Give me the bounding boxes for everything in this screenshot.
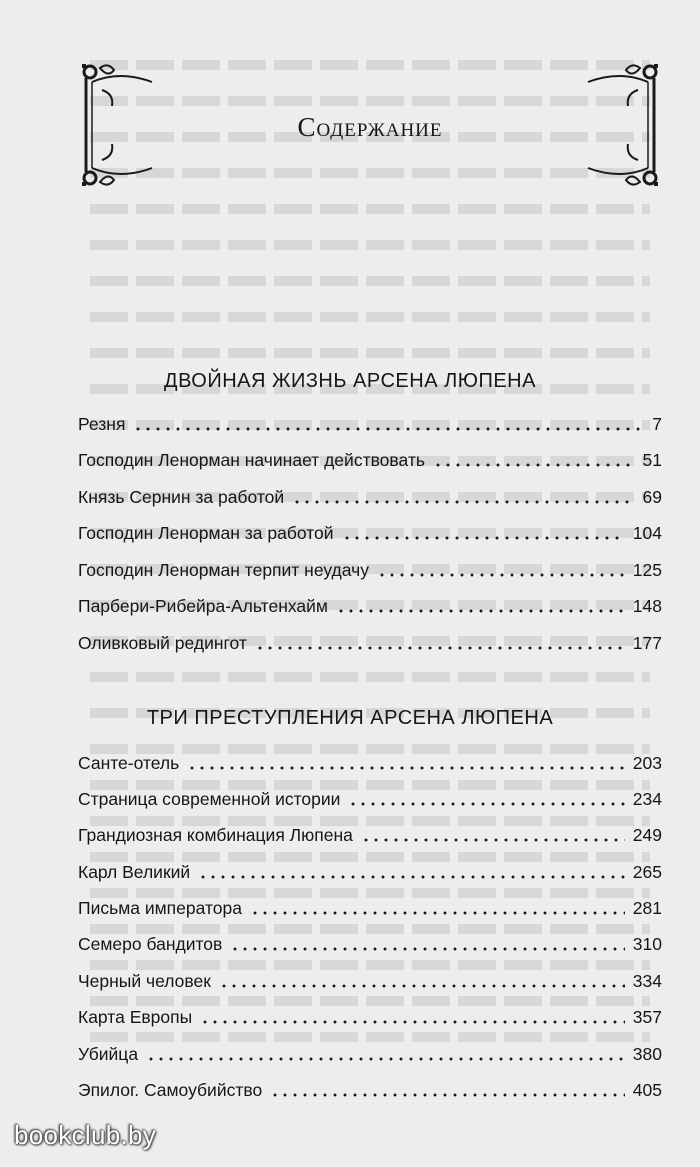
dot-leader [219,971,625,989]
dot-leader [270,1081,625,1099]
entry-title: Убийца [78,1043,139,1064]
entry-page: 7 [652,413,662,434]
toc-entry[interactable] [78,1006,662,1042]
toc-entry[interactable] [78,595,662,632]
toc-entry[interactable] [78,1079,662,1115]
toc-entry[interactable] [78,969,662,1005]
watermark-text: bookclub.by [14,1120,157,1150]
entry-page: 310 [632,934,662,955]
entry-title: Эпилог. Самоубийство [78,1080,263,1101]
entry-page: 334 [632,970,662,991]
toc-entry[interactable] [78,897,662,933]
dot-leader [198,862,625,880]
entry-page: 234 [632,788,662,809]
entry-page: 380 [632,1043,662,1064]
entry-title: Карта Европы [78,1007,193,1028]
dot-leader [133,414,640,432]
entry-page: 148 [632,596,662,616]
dot-leader [348,789,624,807]
toc-entry[interactable] [78,522,662,559]
toc-entry[interactable] [78,787,662,823]
section-heading: ТРИ ПРЕСТУПЛЕНИЯ АРСЕНА ЛЮПЕНА [146,707,554,729]
page-title: Содержание [297,112,443,142]
entry-page: 249 [632,825,662,846]
dot-leader [200,1008,625,1026]
entry-title: Резня [78,413,126,434]
dot-leader [255,633,625,651]
entry-page: 51 [642,450,662,470]
entry-title: Парбери-Рибейра-Альтенхайм [78,596,328,616]
dot-leader [250,899,625,917]
entry-title: Грандиозная комбинация Люпена [78,825,353,846]
toc-entry[interactable] [78,412,662,449]
dot-leader [230,935,624,953]
toc-entry[interactable] [78,933,662,969]
dot-leader [361,826,625,844]
entry-title: Князь Сернин за работой [78,486,285,507]
toc-entry[interactable] [78,1042,662,1078]
toc-list [78,412,662,668]
dot-leader [433,451,635,469]
entry-page: 125 [632,559,662,580]
entry-title: Письма императора [78,898,242,919]
entry-title: Оливковый редингот [78,632,247,653]
ornament-right-icon [582,60,660,190]
toc-entry[interactable] [78,485,662,522]
toc-header [80,60,660,200]
toc-list [78,751,662,1115]
dot-leader [187,753,625,771]
entry-page: 104 [632,523,662,543]
entry-page: 405 [632,1080,662,1101]
dot-leader [146,1044,625,1062]
entry-title: Господин Ленорман за работой [78,523,334,543]
entry-title: Господин Ленорман начинает действовать [78,450,425,470]
entry-page: 281 [632,898,662,919]
dot-leader [342,524,625,542]
entry-title: Карл Великий [78,861,191,882]
entry-page: 203 [632,752,662,773]
toc-entry[interactable] [78,751,662,787]
entry-title: Страница современной истории [78,788,341,809]
entry-page: 177 [632,632,662,653]
dot-leader [336,597,625,615]
entry-title: Семеро бандитов [78,934,223,955]
entry-title: Санте-отель [78,752,180,773]
toc-entry[interactable] [78,631,662,668]
section-heading: ДВОЙНАЯ ЖИЗНЬ АРСЕНА ЛЮПЕНА [164,370,536,392]
toc-entry[interactable] [78,558,662,595]
entry-page: 357 [632,1007,662,1028]
entry-page: 69 [642,486,662,507]
entry-page: 265 [632,861,662,882]
entry-title: Черный человек [78,970,211,991]
entry-title: Господин Ленорман терпит неудачу [78,559,369,580]
dot-leader [377,560,625,578]
toc-entry[interactable] [78,824,662,860]
toc-entry[interactable] [78,860,662,896]
toc-entry[interactable] [78,449,662,486]
dot-leader [292,487,634,505]
